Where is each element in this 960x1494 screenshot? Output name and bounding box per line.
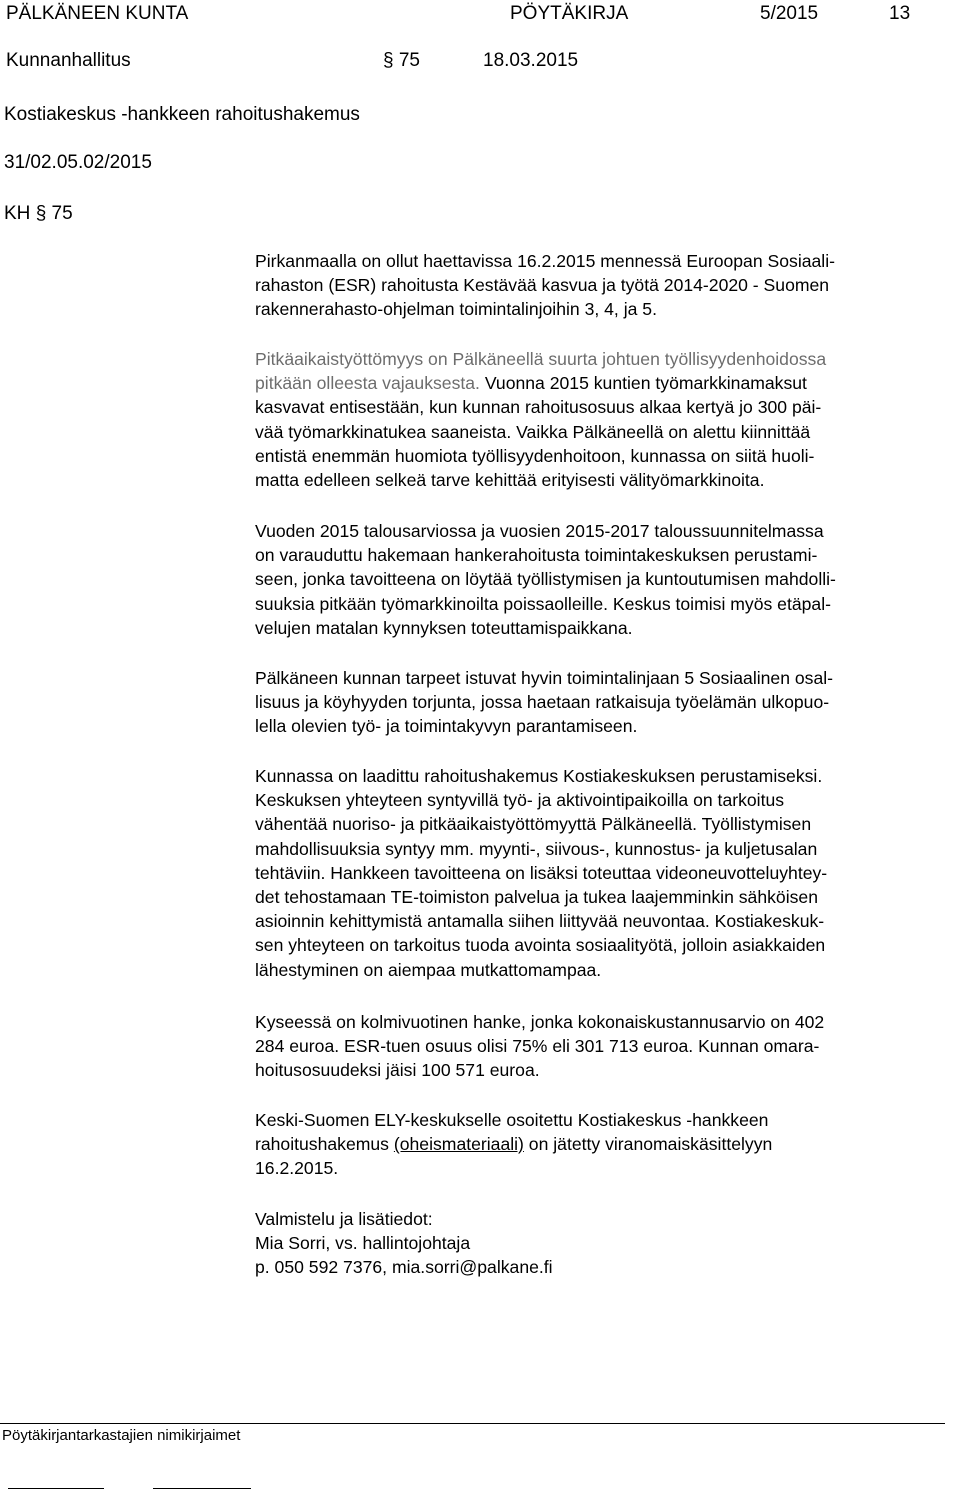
org-name: PÄLKÄNEEN KUNTA (6, 3, 189, 24)
text-segment: pitkään olleesta vajauksesta. (255, 373, 480, 394)
text-line: entistä enemmän huomiota työllisyydenhoitoon, kunnassa on siitä huoli- (255, 445, 815, 466)
footer-divider (0, 1423, 945, 1424)
text-line: Kunnassa on laadittu rahoitushakemus Kostiakeskuksen perustamiseksi. (255, 766, 823, 786)
meeting-date: 18.03.2015 (483, 50, 579, 71)
section-sign: § (383, 50, 394, 71)
paragraph-unemployment (255, 347, 955, 492)
text-line: on varauduttu hakemaan hankerahoitusta toimintakeskuksen perustami- (255, 545, 818, 566)
text-segment: rahoitushakemus (255, 1134, 394, 1155)
attachment-link[interactable]: (oheismateriaali) (393, 1134, 524, 1155)
paragraph-budget (255, 519, 955, 640)
text-line: mahdollisuuksia syntyy mm. myynti-, siivous-, kunnostus- ja kuljetusalan (255, 838, 818, 859)
text-line: p. 050 592 7376, mia.sorri@palkane.fi (255, 1257, 553, 1278)
paragraph-esr-funding (255, 249, 955, 322)
text-line: hoitusosuudeksi jäisi 100 571 euroa. (255, 1060, 540, 1081)
text-line: rakennerahasto-ohjelman toimintalinjoihin 3, 4, ja 5. (255, 299, 657, 320)
page-number: 13 (889, 3, 911, 24)
text-line: Pitkäaikaistyöttömyys on Pälkäneellä suurta johtuen työllisyydenhoidossa (255, 349, 827, 369)
text-line: lähestyminen on aiempaa mutkattomampaa. (255, 959, 602, 980)
text-line: matta edelleen selkeä tarve kehittää erityisesti välityömarkkinoita. (255, 470, 765, 491)
text-line: 284 euroa. ESR-tuen osuus olisi 75% eli 301 713 euroa. Kunnan omara- (255, 1036, 820, 1057)
subject-title: Kostiakeskus -hankkeen rahoitushakemus (4, 104, 360, 125)
text-segment: Keskus toimisi myös etäpal- (608, 593, 831, 614)
kh-label: KH (4, 203, 31, 224)
text-line: velujen matalan kynnyksen toteuttamispaikkana. (255, 617, 633, 638)
doc-type: PÖYTÄKIRJA (510, 3, 629, 24)
text-line: kasvavat entisestään, kun kunnan rahoitusosuus alkaa kertyä jo 300 päi- (255, 397, 822, 418)
section-number-value: 75 (398, 50, 420, 71)
initials-line-1 (8, 1488, 104, 1489)
kh-section (4, 203, 73, 225)
paragraph-submission (255, 1108, 955, 1181)
initials-line-2 (153, 1488, 251, 1489)
text-line: Pälkäneen kunnan tarpeet istuvat hyvin toimintalinjaan 5 Sosiaalinen osal- (255, 668, 834, 688)
section-sign: § (35, 203, 47, 224)
text-line: Valmistelu ja lisätiedot: (255, 1209, 433, 1229)
text-line: vähentää nuoriso- ja pitkäaikaistyöttömyyttä Pälkäneellä. Työllistymisen (255, 814, 812, 835)
text-line: tehtäviin. Hankkeen tavoitteena on lisäksi toteuttaa videoneuvotteluyhtey- (255, 862, 828, 883)
text-line: det tehostamaan TE-toimiston palvelua ja tukea laajemminkin sähköisen (255, 887, 818, 908)
paragraph-costs (255, 1010, 955, 1083)
text-line: Vuoden 2015 talousarviossa ja vuosien 2015-2017 taloussuunnitelmassa (255, 521, 824, 541)
text-line: 16.2.2015. (255, 1158, 339, 1179)
paragraph-application (255, 764, 955, 982)
text-segment: Vaikka Pälkäneellä on alettu kiinnittää (511, 421, 811, 442)
text-segment: Vuonna 2015 kuntien työmarkkinamaksut (479, 373, 807, 394)
text-line: lella olevien työ- ja toimintakyvyn parantamiseen. (255, 716, 638, 737)
section-number (383, 50, 420, 72)
text-line: Pirkanmaalla on ollut haettavissa 16.2.2015 mennessä Euroopan Sosiaali- (255, 251, 835, 271)
text-line (255, 371, 955, 395)
text-line: Kyseessä on kolmivuotinen hanke, jonka kokonaiskustannusarvio on 402 (255, 1012, 825, 1032)
text-line (255, 592, 955, 616)
body-name: Kunnanhallitus (6, 50, 131, 71)
text-line: seen, jonka tavoitteena on löytää työllistymisen ja kuntoutumisen mahdolli- (255, 569, 836, 590)
text-line: Keskuksen yhteyteen syntyvillä työ- ja aktivointipaikoilla on tarkoitus (255, 790, 785, 811)
text-line: Mia Sorri, vs. hallintojohtaja (255, 1233, 471, 1254)
text-segment: on jätetty viranomaiskäsittelyyn (523, 1134, 773, 1155)
text-line: Keski-Suomen ELY-keskukselle osoitettu Kostiakeskus -hankkeen (255, 1110, 769, 1130)
diary-number: 31/02.05.02/2015 (4, 152, 152, 173)
paragraph-contact (255, 1207, 955, 1280)
doc-number: 5/2015 (760, 3, 819, 24)
text-line: asioinnin kehittymistä antamalla siihen liittyvää neuvontaa. Kostiakeskuk- (255, 911, 825, 932)
kh-section-value: 75 (51, 203, 73, 224)
text-line: lisuus ja köyhyyden torjunta, jossa haetaan ratkaisuja työelämän ulkopuo- (255, 692, 830, 713)
text-line (255, 1132, 955, 1156)
paragraph-priority-axis (255, 666, 955, 739)
text-segment: suuksia pitkään työmarkkinoilta poissaolleille. (255, 593, 609, 614)
footer-label: Pöytäkirjantarkastajien nimikirjaimet (2, 1427, 241, 1444)
text-line: sen yhteyteen on tarkoitus tuoda avointa sosiaalityötä, jolloin asiakkaiden (255, 935, 826, 956)
text-line: rahaston (ESR) rahoitusta Kestävää kasvua ja työtä 2014-2020 - Suomen (255, 275, 830, 296)
text-line (255, 420, 955, 444)
text-segment: vää työmarkkinatukea saaneista. (255, 421, 512, 442)
